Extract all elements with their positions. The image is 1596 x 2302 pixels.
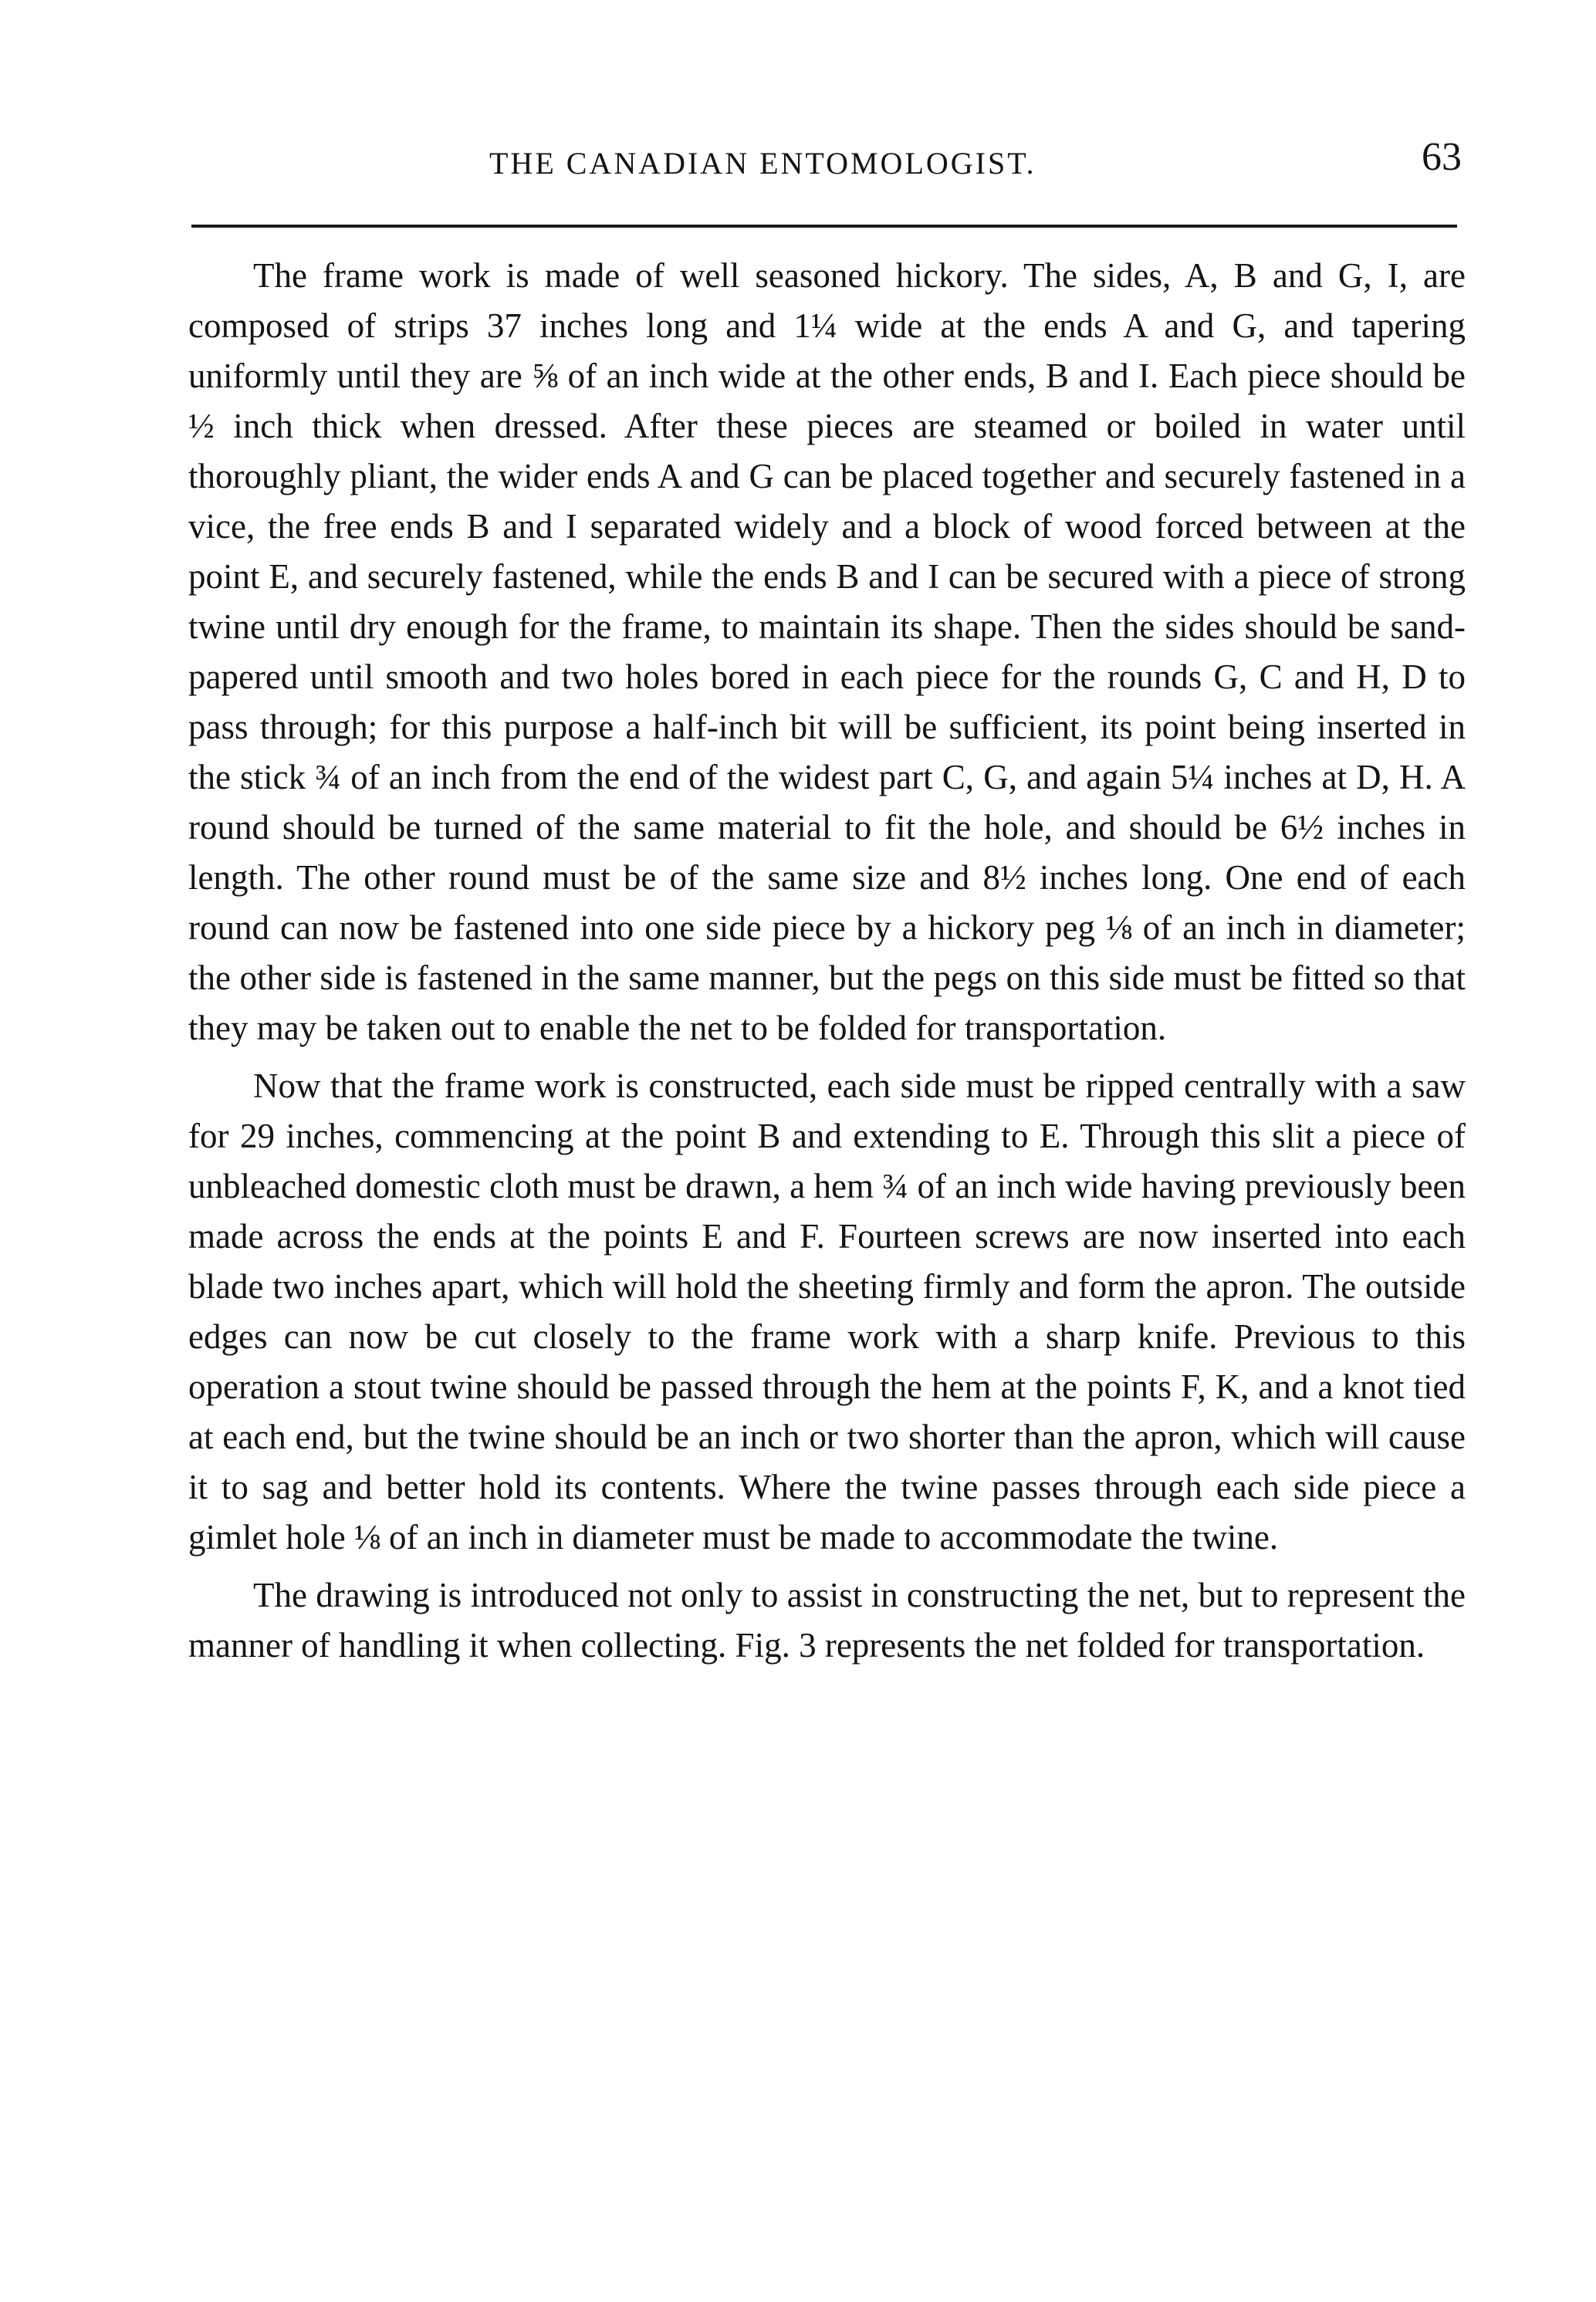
paragraph-frame-construction: The frame work is made of well seasoned hickory. The sides, A, B and G, I, are composed of strips 37 inches long and 1¼ wide at the ends A and G, and tapering uniformly until they are ⅝ of an inch wide at the other ends, B and I. Each piece should be ½ inch thick when dressed. After these pieces are steamed or boiled in water until thoroughly pliant, the wider ends A and G can be placed together and securely fastened in a vice, the free ends B and I separated widely and a block of wood forced between at the point E, and securely fastened, while the ends B and I can be secured with a piece of strong twine until dry enough for the frame, to maintain its shape. Then the sides should be sand-papered until smooth and two holes bored in each piece for the rounds G, C and H, D to pass through; for this purpose a half-inch bit will be sufficient, its point being inserted in the stick ¾ of an inch from the end of the widest part C, G, and again 5¼ inches at D, H. A round should be turned of the same material to fit the hole, and should be 6½ inches in length. The other round must be of the same size and 8½ inches long. One end of each round can now be fastened into one side piece by a hickory peg ⅛ of an inch in diameter; the other side is fastened in the same manner, but the pegs on this side must be fitted so that they may be taken out to enable the net to be folded for transportation. bbox=[188, 256, 1466, 1047]
paragraph-drawing-note: The drawing is introduced not only to assist in constructing the net, but to represent the manner of handling it when collecting. Fig. 3 represents the net folded for transportation. bbox=[188, 1576, 1466, 1665]
paragraph-apron-construction: Now that the frame work is constructed, each side must be ripped centrally with a saw for 29 inches, commencing at the point B and extending to E. Through this slit a piece of unbleached domestic cloth must be drawn, a hem ¾ of an inch wide having previously been made across the ends at the points E and F. Fourteen screws are now inserted into each blade two inches apart, which will hold the sheeting firmly and form the apron. The outside edges can now be cut closely to the frame work with a sharp knife. Previous to this operation a stout twine should be passed through the hem at the points F, K, and a knot tied at each end, but the twine should be an inch or two shorter than the apron, which will cause it to sag and better hold its contents. Where the twine passes through each side piece a gimlet hole ⅛ of an inch in diameter must be made to accommodate the twine. bbox=[188, 1066, 1466, 1557]
article-body bbox=[188, 251, 1466, 1671]
running-header bbox=[188, 135, 1462, 193]
journal-title: THE CANADIAN ENTOMOLOGIST. bbox=[489, 146, 1036, 181]
header-rule bbox=[191, 225, 1457, 228]
page-number: 63 bbox=[1422, 135, 1462, 179]
